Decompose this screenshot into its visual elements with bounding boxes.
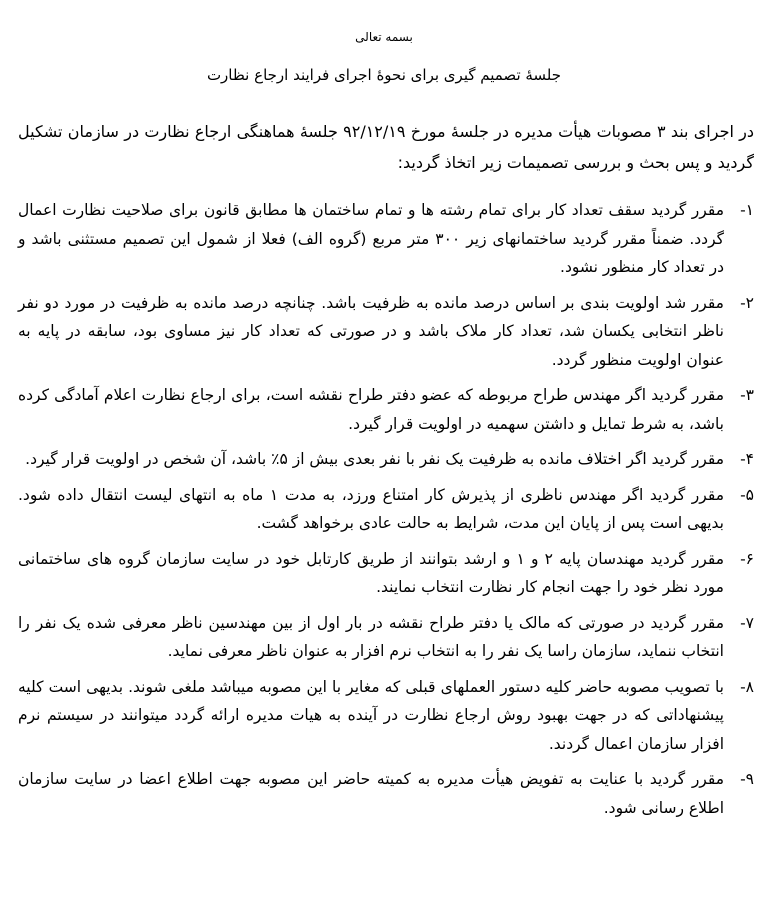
item-text: با تصویب مصوبه حاضر کلیه دستور العملهای قبلی که مغایر با این مصوبه میباشد ملغی شوند. بدیهی است کلیه پیشنهاداتی که در جهت بهبود روش ارجاع نظارت در آینده به هیات مدیره ارائه گردد میتوانند در سیستم نرم افزار سازمان اعمال گردند. xyxy=(18,677,724,753)
item-text: مقرر شد اولویت بندی بر اساس درصد مانده به ظرفیت باشد. چنانچه درصد مانده به ظرفیت در مورد دو نفر ناظر انتخابی یکسان شد، تعداد کار ملاک باشد و در صورتی که تعداد کار نیز مساوی بود، سابقه در پایه به عنوان اولویت منظور گردد. xyxy=(18,293,724,369)
item-text: مقرر گردید اگر مهندس ناظری از پذیرش کار امتناع ورزد، به مدت ۱ ماه به انتهای لیست انتقال داده شود. بدیهی است پس از پایان این مدت، شرایط به حالت عادی برخواهد گشت. xyxy=(18,485,724,532)
list-item xyxy=(18,481,754,538)
list-item xyxy=(18,196,754,282)
list-item xyxy=(18,545,754,602)
basmala-heading: بسمه تعالی xyxy=(355,30,413,44)
document-title: جلسهٔ تصمیم گیری برای نحوهٔ اجرای فرایند ارجاع نظارت xyxy=(206,66,562,84)
item-text: مقرر گردید اگر اختلاف مانده به ظرفیت یک نفر با نفر بعدی بیش از ۵٪ باشد، آن شخص در اولویت قرار گیرد. xyxy=(25,450,724,468)
intro-paragraph: در اجرای بند ۳ مصوبات هیأت مدیره در جلسهٔ مورخ ۹۲/۱۲/۱۹ جلسهٔ هماهنگی ارجاع نظارت در سازمان تشکیل گردید و پس بحث و بررسی تصمیمات زیر اتخاذ گردید: xyxy=(18,122,755,172)
resolution-list xyxy=(18,196,754,829)
item-number: ۸- xyxy=(740,677,754,696)
item-number: ۴- xyxy=(740,450,754,468)
item-number: ۱- xyxy=(740,201,754,219)
list-item xyxy=(18,381,754,438)
item-number: ۵- xyxy=(740,485,754,504)
list-item xyxy=(18,289,754,375)
item-number: ۲- xyxy=(740,293,754,312)
list-item xyxy=(18,765,754,822)
list-item xyxy=(18,609,754,666)
item-text: مقرر گردید با عنایت به تفویض هیأت مدیره به کمیته حاضر این مصوبه جهت اطلاع اعضا در سایت سازمان اطلاع رسانی شود. xyxy=(18,770,724,817)
list-item xyxy=(18,673,754,759)
list-item xyxy=(18,445,754,474)
item-text: مقرر گردید در صورتی که مالک یا دفتر طراح نقشه در بار اول از بین مهندسین ناظر معرفی شده یک نفر را انتخاب ننماید، سازمان راسا یک نفر را به انتخاب نرم افزار به عنوان ناظر معرفی نماید. xyxy=(18,613,724,660)
item-text: مقرر گردید سقف تعداد کار برای تمام رشته ها و تمام ساختمان ها مطابق قانون برای صلاحیت نظارت اعمال گردد. ضمناً مقرر گردید ساختمانهای زیر ۳۰۰ متر مربع (گروه الف) فعلا از شمول این تصمیم مستثنی باشد و در تعداد کار منظور نشود. xyxy=(18,201,724,276)
item-number: ۷- xyxy=(740,613,754,632)
item-text: مقرر گردید مهندسان پایه ۲ و ۱ و ارشد بتوانند از طریق کارتابل خود در سایت سازمان گروه های ساختمانی مورد نظر خود را جهت انجام کار نظارت انتخاب نمایند. xyxy=(18,549,724,596)
item-number: ۳- xyxy=(740,386,754,404)
item-text: مقرر گردید اگر مهندس طراح مربوطه که عضو دفتر طراح نقشه است، برای ارجاع نظارت اعلام آمادگی کرده باشد، به شرط تمایل و داشتن سهمیه در اولویت قرار گیرد. xyxy=(18,386,724,433)
item-number: ۹- xyxy=(740,770,754,788)
item-number: ۶- xyxy=(740,549,754,568)
